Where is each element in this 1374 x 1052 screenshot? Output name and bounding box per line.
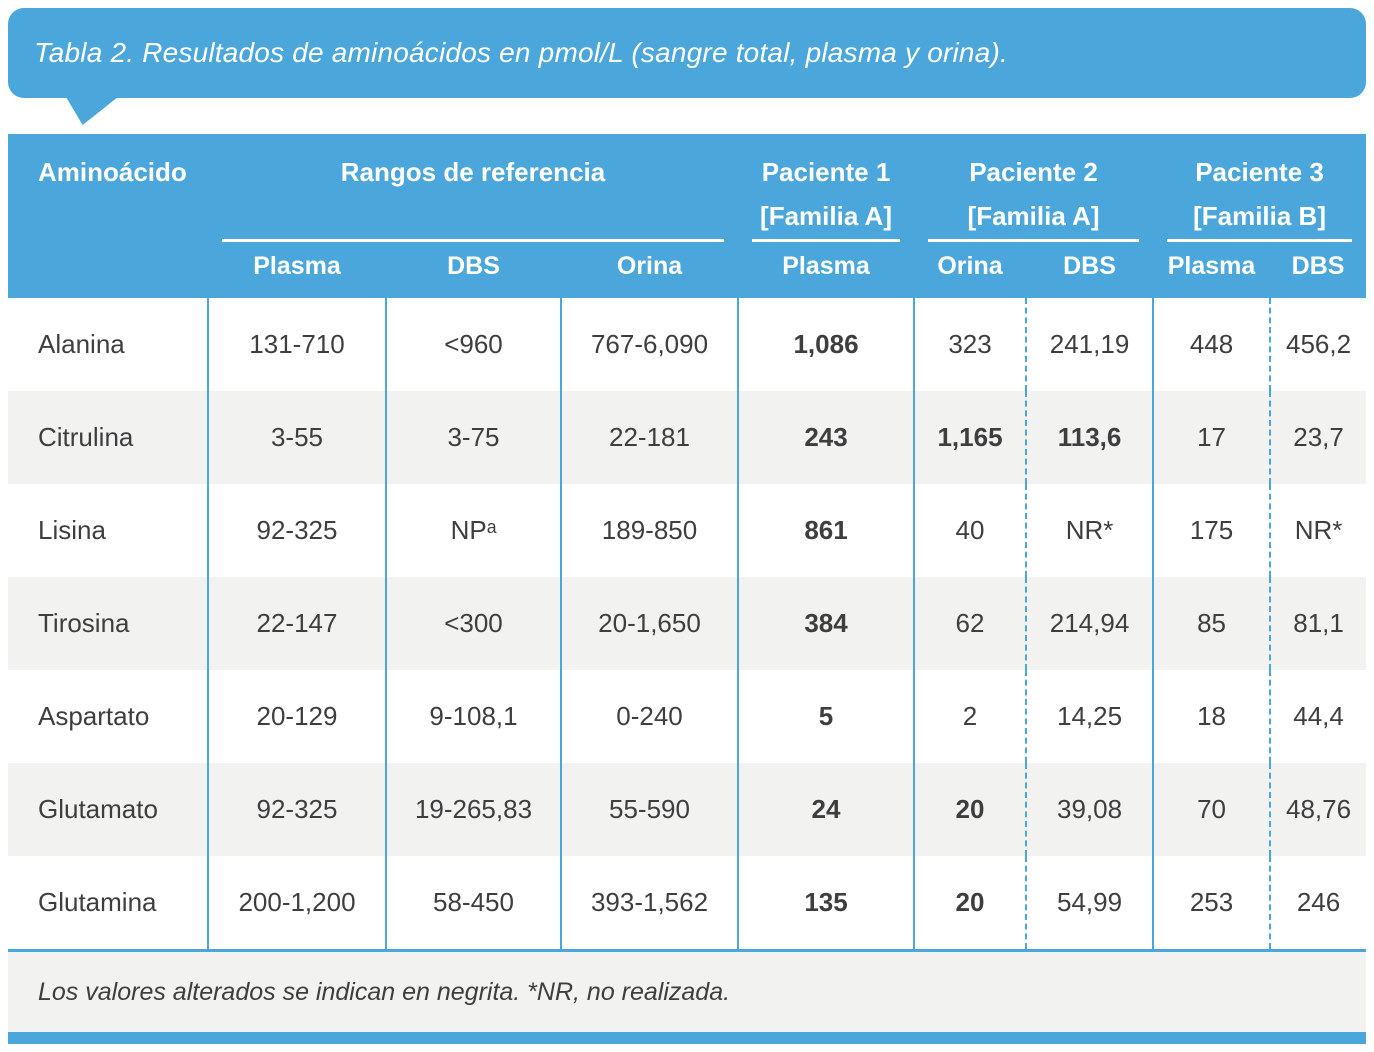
- subcol-header-p2-dbs: DBS: [1026, 242, 1153, 298]
- group-subtitle: [Familia B]: [1193, 201, 1326, 231]
- value-cell: 189-850: [561, 484, 738, 577]
- table-header: [8, 134, 1366, 298]
- amino-acids-table: [8, 134, 1366, 952]
- value-cell: NR*: [1026, 484, 1153, 577]
- group-title: Paciente 2: [969, 157, 1098, 187]
- row-label: Alanina: [38, 329, 125, 359]
- value-cell: 135: [738, 856, 914, 951]
- table-container: [8, 134, 1366, 952]
- footnote: Los valores alterados se indican en negrita. *NR, no realizada.: [8, 952, 1366, 1032]
- value-cell: 175: [1153, 484, 1270, 577]
- group-header-rangos: [208, 134, 738, 242]
- value-cell: 767-6,090: [561, 298, 738, 391]
- value-cell: 20: [914, 763, 1026, 856]
- value-cell: 20-1,650: [561, 577, 738, 670]
- value-cell: NR*: [1270, 484, 1366, 577]
- group-title: Rangos de referencia: [340, 157, 606, 187]
- bottom-accent-bar: [8, 1032, 1366, 1044]
- value-cell: 92-325: [208, 484, 386, 577]
- value-cell: 81,1: [1270, 577, 1366, 670]
- subcol-header-ref-dbs: DBS: [386, 242, 561, 298]
- value-cell: 200-1,200: [208, 856, 386, 951]
- group-header-paciente-2: [914, 134, 1153, 242]
- group-underline: [928, 239, 1139, 242]
- table-body: [8, 298, 1366, 951]
- value-cell: 241,19: [1026, 298, 1153, 391]
- group-subtitle: [Familia A]: [967, 201, 1100, 231]
- value-cell: 92-325: [208, 763, 386, 856]
- value-cell: 58-450: [386, 856, 561, 951]
- subcol-header-ref-orina: Orina: [561, 242, 738, 298]
- table-row: [8, 298, 1366, 391]
- value-cell: 0-240: [561, 670, 738, 763]
- value-cell: 62: [914, 577, 1026, 670]
- row-label: Citrulina: [38, 422, 134, 452]
- value-cell: 14,25: [1026, 670, 1153, 763]
- value-cell: 456,2: [1270, 298, 1366, 391]
- row-label: Aspartato: [38, 701, 150, 731]
- value-cell: 3-55: [208, 391, 386, 484]
- table-row: [8, 484, 1366, 577]
- value-cell: 861: [738, 484, 914, 577]
- value-cell: 20-129: [208, 670, 386, 763]
- value-cell: 9-108,1: [386, 670, 561, 763]
- value-cell: 3-75: [386, 391, 561, 484]
- value-cell: 214,94: [1026, 577, 1153, 670]
- value-cell: 323: [914, 298, 1026, 391]
- value-cell: 5: [738, 670, 914, 763]
- table-row: [8, 856, 1366, 951]
- group-header-paciente-3: [1153, 134, 1366, 242]
- value-cell: 448: [1153, 298, 1270, 391]
- value-cell: 253: [1153, 856, 1270, 951]
- row-label: Glutamato: [38, 794, 158, 824]
- group-underline: [752, 239, 900, 242]
- header-group-row: [8, 134, 1366, 242]
- group-title: Paciente 1: [761, 157, 891, 187]
- row-label: Glutamina: [8, 856, 208, 951]
- table-row: [8, 577, 1366, 670]
- group-header-paciente-1: [738, 134, 914, 242]
- value-cell: 24: [738, 763, 914, 856]
- value-cell: 19-265,83: [386, 763, 561, 856]
- value-cell: 243: [738, 391, 914, 484]
- value-cell: 22-147: [208, 577, 386, 670]
- table-title-banner: [8, 8, 1366, 98]
- value-cell: 44,4: [1270, 670, 1366, 763]
- row-label: Tirosina: [38, 608, 130, 638]
- value-cell: 246: [1270, 856, 1366, 951]
- group-underline: [222, 239, 724, 242]
- subcol-header-p3-dbs: DBS: [1270, 242, 1366, 298]
- banner-tail-pointer: [66, 97, 118, 125]
- table-row: [8, 391, 1366, 484]
- group-underline: [1167, 239, 1352, 242]
- value-cell: 23,7: [1270, 391, 1366, 484]
- group-title: Paciente 3: [1195, 157, 1324, 187]
- value-cell: 39,08: [1026, 763, 1153, 856]
- header-subcol-row: [8, 242, 1366, 298]
- value-cell: 85: [1153, 577, 1270, 670]
- value-cell: 70: [1153, 763, 1270, 856]
- value-cell: 20: [914, 856, 1026, 951]
- value-cell: 131-710: [208, 298, 386, 391]
- value-cell: 384: [738, 577, 914, 670]
- value-cell: 18: [1153, 670, 1270, 763]
- value-cell: 17: [1153, 391, 1270, 484]
- value-cell: 22-181: [561, 391, 738, 484]
- table-title: Tabla 2. Resultados de aminoácidos en pmol/L (sangre total, plasma y orina).: [34, 37, 1008, 68]
- value-cell: 1,165: [914, 391, 1026, 484]
- value-cell: 1,086: [738, 298, 914, 391]
- row-label: Lisina: [38, 515, 106, 545]
- value-cell: NPᵃ: [386, 484, 561, 577]
- subcol-header-p2-orina: Orina: [914, 242, 1026, 298]
- subcol-header-ref-plasma: Plasma: [208, 242, 386, 298]
- value-cell: <300: [386, 577, 561, 670]
- subcol-header-p1-plasma: Plasma: [738, 242, 914, 298]
- value-cell: 54,99: [1026, 856, 1153, 951]
- table-row: [8, 670, 1366, 763]
- col-header-aminoacido: Aminoácido: [8, 134, 208, 298]
- value-cell: 393-1,562: [561, 856, 738, 951]
- value-cell: 2: [914, 670, 1026, 763]
- value-cell: 48,76: [1270, 763, 1366, 856]
- value-cell: <960: [386, 298, 561, 391]
- value-cell: 55-590: [561, 763, 738, 856]
- value-cell: 113,6: [1026, 391, 1153, 484]
- table-row: [8, 763, 1366, 856]
- group-subtitle: [Familia A]: [760, 201, 892, 231]
- value-cell: 40: [914, 484, 1026, 577]
- subcol-header-p3-plasma: Plasma: [1153, 242, 1270, 298]
